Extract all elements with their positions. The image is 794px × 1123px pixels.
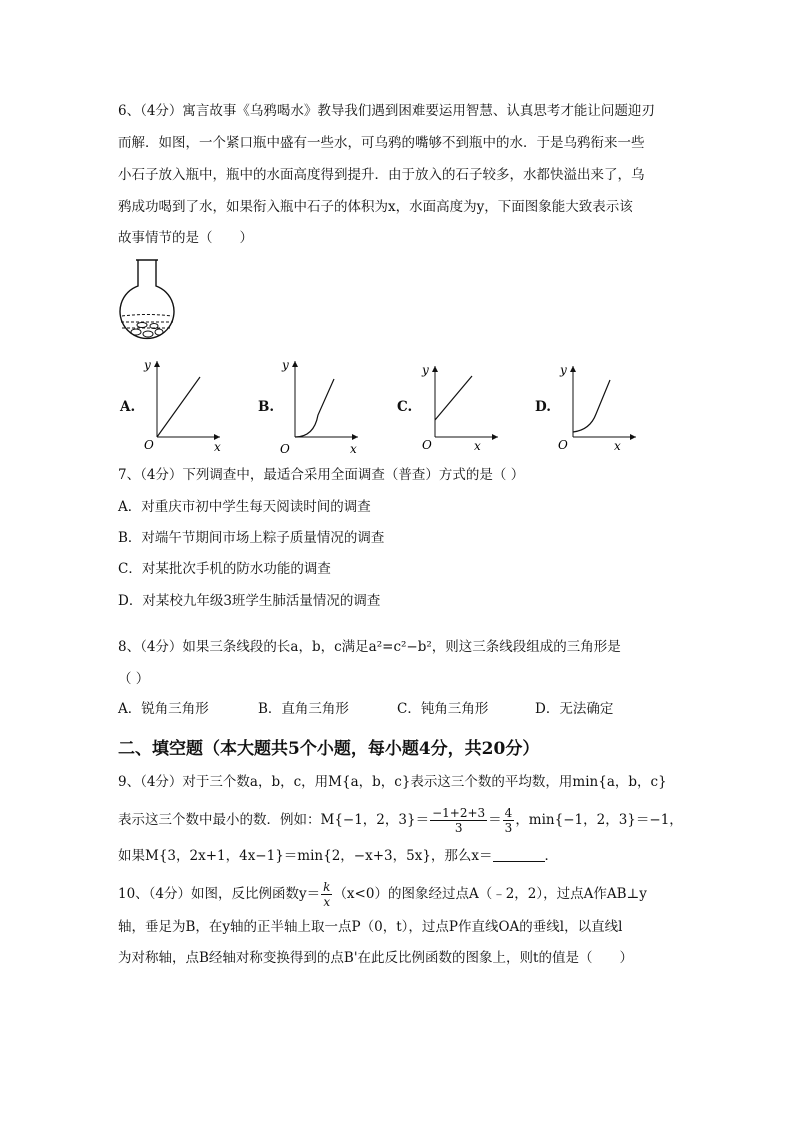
- q6-line-4: 鸦成功喝到了水，如果衔入瓶中石子的体积为x，水面高度为y，下面图象能大致表示该: [118, 199, 633, 215]
- q7-stem: 7、（4分）下列调查中，最适合采用全面调查（普查）方式的是（ ）: [118, 467, 525, 483]
- q9-line-2-text-b: ，min{−1，2，3}＝−1，: [515, 812, 683, 828]
- q7-option-d: D．对某校九年级3班学生肺活量情况的调查: [118, 593, 381, 609]
- graph-a-label: A.: [120, 399, 136, 415]
- q8-stem-paren: （ ）: [118, 671, 150, 687]
- q9-line-2: [118, 806, 683, 835]
- q9-line-3: [118, 846, 558, 866]
- q9-answer-blank[interactable]: [493, 847, 545, 862]
- q9-fraction-1-numerator: −1+2+3: [432, 806, 486, 820]
- q10-line-1-text-a: 10、（4分）如图，反比例函数y＝: [118, 886, 321, 902]
- graph-d: [556, 360, 642, 455]
- q10-fraction: [321, 880, 332, 909]
- q7-option-a: A．对重庆市初中学生每天阅读时间的调查: [118, 499, 371, 515]
- q9-line-1: 9、（4分）对于三个数a，b，c，用M{a，b，c}表示这三个数的平均数，用min{a，b，c}: [118, 774, 667, 790]
- graph-d-origin: O: [558, 438, 568, 452]
- q6-line-1: 6、（4分）寓言故事《乌鸦喝水》教导我们遇到困难要运用智慧、认真思考才能让问题迎刃: [118, 103, 655, 119]
- q9-fraction-2-denominator: 3: [504, 821, 513, 835]
- q10-fraction-denominator: x: [323, 895, 331, 909]
- q9-fraction-2: [503, 806, 515, 835]
- flask-illustration: [118, 258, 180, 346]
- q9-fraction-1-denominator: 3: [454, 821, 463, 835]
- q8-option-b: B．直角三角形: [258, 701, 349, 717]
- q9-fraction-1: [430, 806, 487, 835]
- section-2-title: 二、填空题（本大题共5个小题，每小题4分，共20分）: [118, 739, 540, 759]
- q10-line-1: [118, 880, 647, 909]
- q8-option-c: C．钝角三角形: [397, 701, 489, 717]
- graph-b-y-label: y: [282, 358, 289, 372]
- graph-a-origin: O: [144, 438, 154, 452]
- graph-b-origin: O: [280, 442, 290, 455]
- q6-line-3: 小石子放入瓶中，瓶中的水面高度得到提升．由于放入的石子较多，水都快溢出来了，乌: [118, 167, 645, 183]
- q10-line-1-text-b: （x<0）的图象经过点A（﹣2，2），过点A作AB⊥y: [333, 886, 647, 902]
- graph-b-label: B.: [258, 399, 275, 415]
- graph-c-origin: O: [422, 438, 432, 452]
- q8-option-a: A．锐角三角形: [118, 701, 209, 717]
- q9-fraction-2-numerator: 4: [504, 806, 513, 820]
- q10-line-2: 轴，垂足为B，在y轴的正半轴上取一点P（0，t），过点P作直线OA的垂线l，以直线l: [118, 919, 623, 935]
- graph-c-y-label: y: [422, 363, 429, 377]
- q10-fraction-numerator: k: [323, 880, 331, 894]
- graph-b: [278, 355, 364, 455]
- graph-d-y-label: y: [560, 363, 567, 377]
- q6-line-2: 而解．如图，一个紧口瓶中盛有一些水，可乌鸦的嘴够不到瓶中的水．于是乌鸦衔来一些: [118, 135, 645, 151]
- graph-b-x-label: x: [350, 442, 357, 455]
- q7-option-c: C．对某批次手机的防水功能的调查: [118, 561, 331, 577]
- q7-option-b: B．对端午节期间市场上粽子质量情况的调查: [118, 530, 385, 546]
- graph-a: [140, 355, 226, 455]
- graph-a-x-label: x: [214, 440, 221, 454]
- q8-option-d: D．无法确定: [535, 701, 614, 717]
- q6-line-5: 故事情节的是（ ）: [118, 230, 253, 246]
- q9-equals: ＝: [488, 812, 502, 828]
- graph-c-x-label: x: [474, 439, 481, 453]
- q9-line-3-period: ．: [544, 848, 559, 864]
- q9-line-3-text: 如果M{3，2x+1，4x−1}＝min{2，−x+3，5x}，那么x＝: [118, 848, 493, 864]
- q9-line-2-text-a: 表示这三个数中最小的数．例如：M{−1，2，3}＝: [118, 812, 430, 828]
- graph-c-label: C.: [397, 399, 413, 415]
- q10-line-3: 为对称轴，点B经轴对称变换得到的点B'在此反比例函数的图象上，则t的值是（ ）: [118, 950, 633, 966]
- graph-c: [418, 360, 504, 455]
- graph-d-x-label: x: [614, 439, 621, 453]
- q8-stem: 8、（4分）如果三条线段的长a，b，c满足a²=c²−b²，则这三条线段组成的三角形是: [118, 639, 621, 655]
- graph-a-y-label: y: [144, 358, 151, 372]
- graph-d-label: D.: [535, 399, 551, 415]
